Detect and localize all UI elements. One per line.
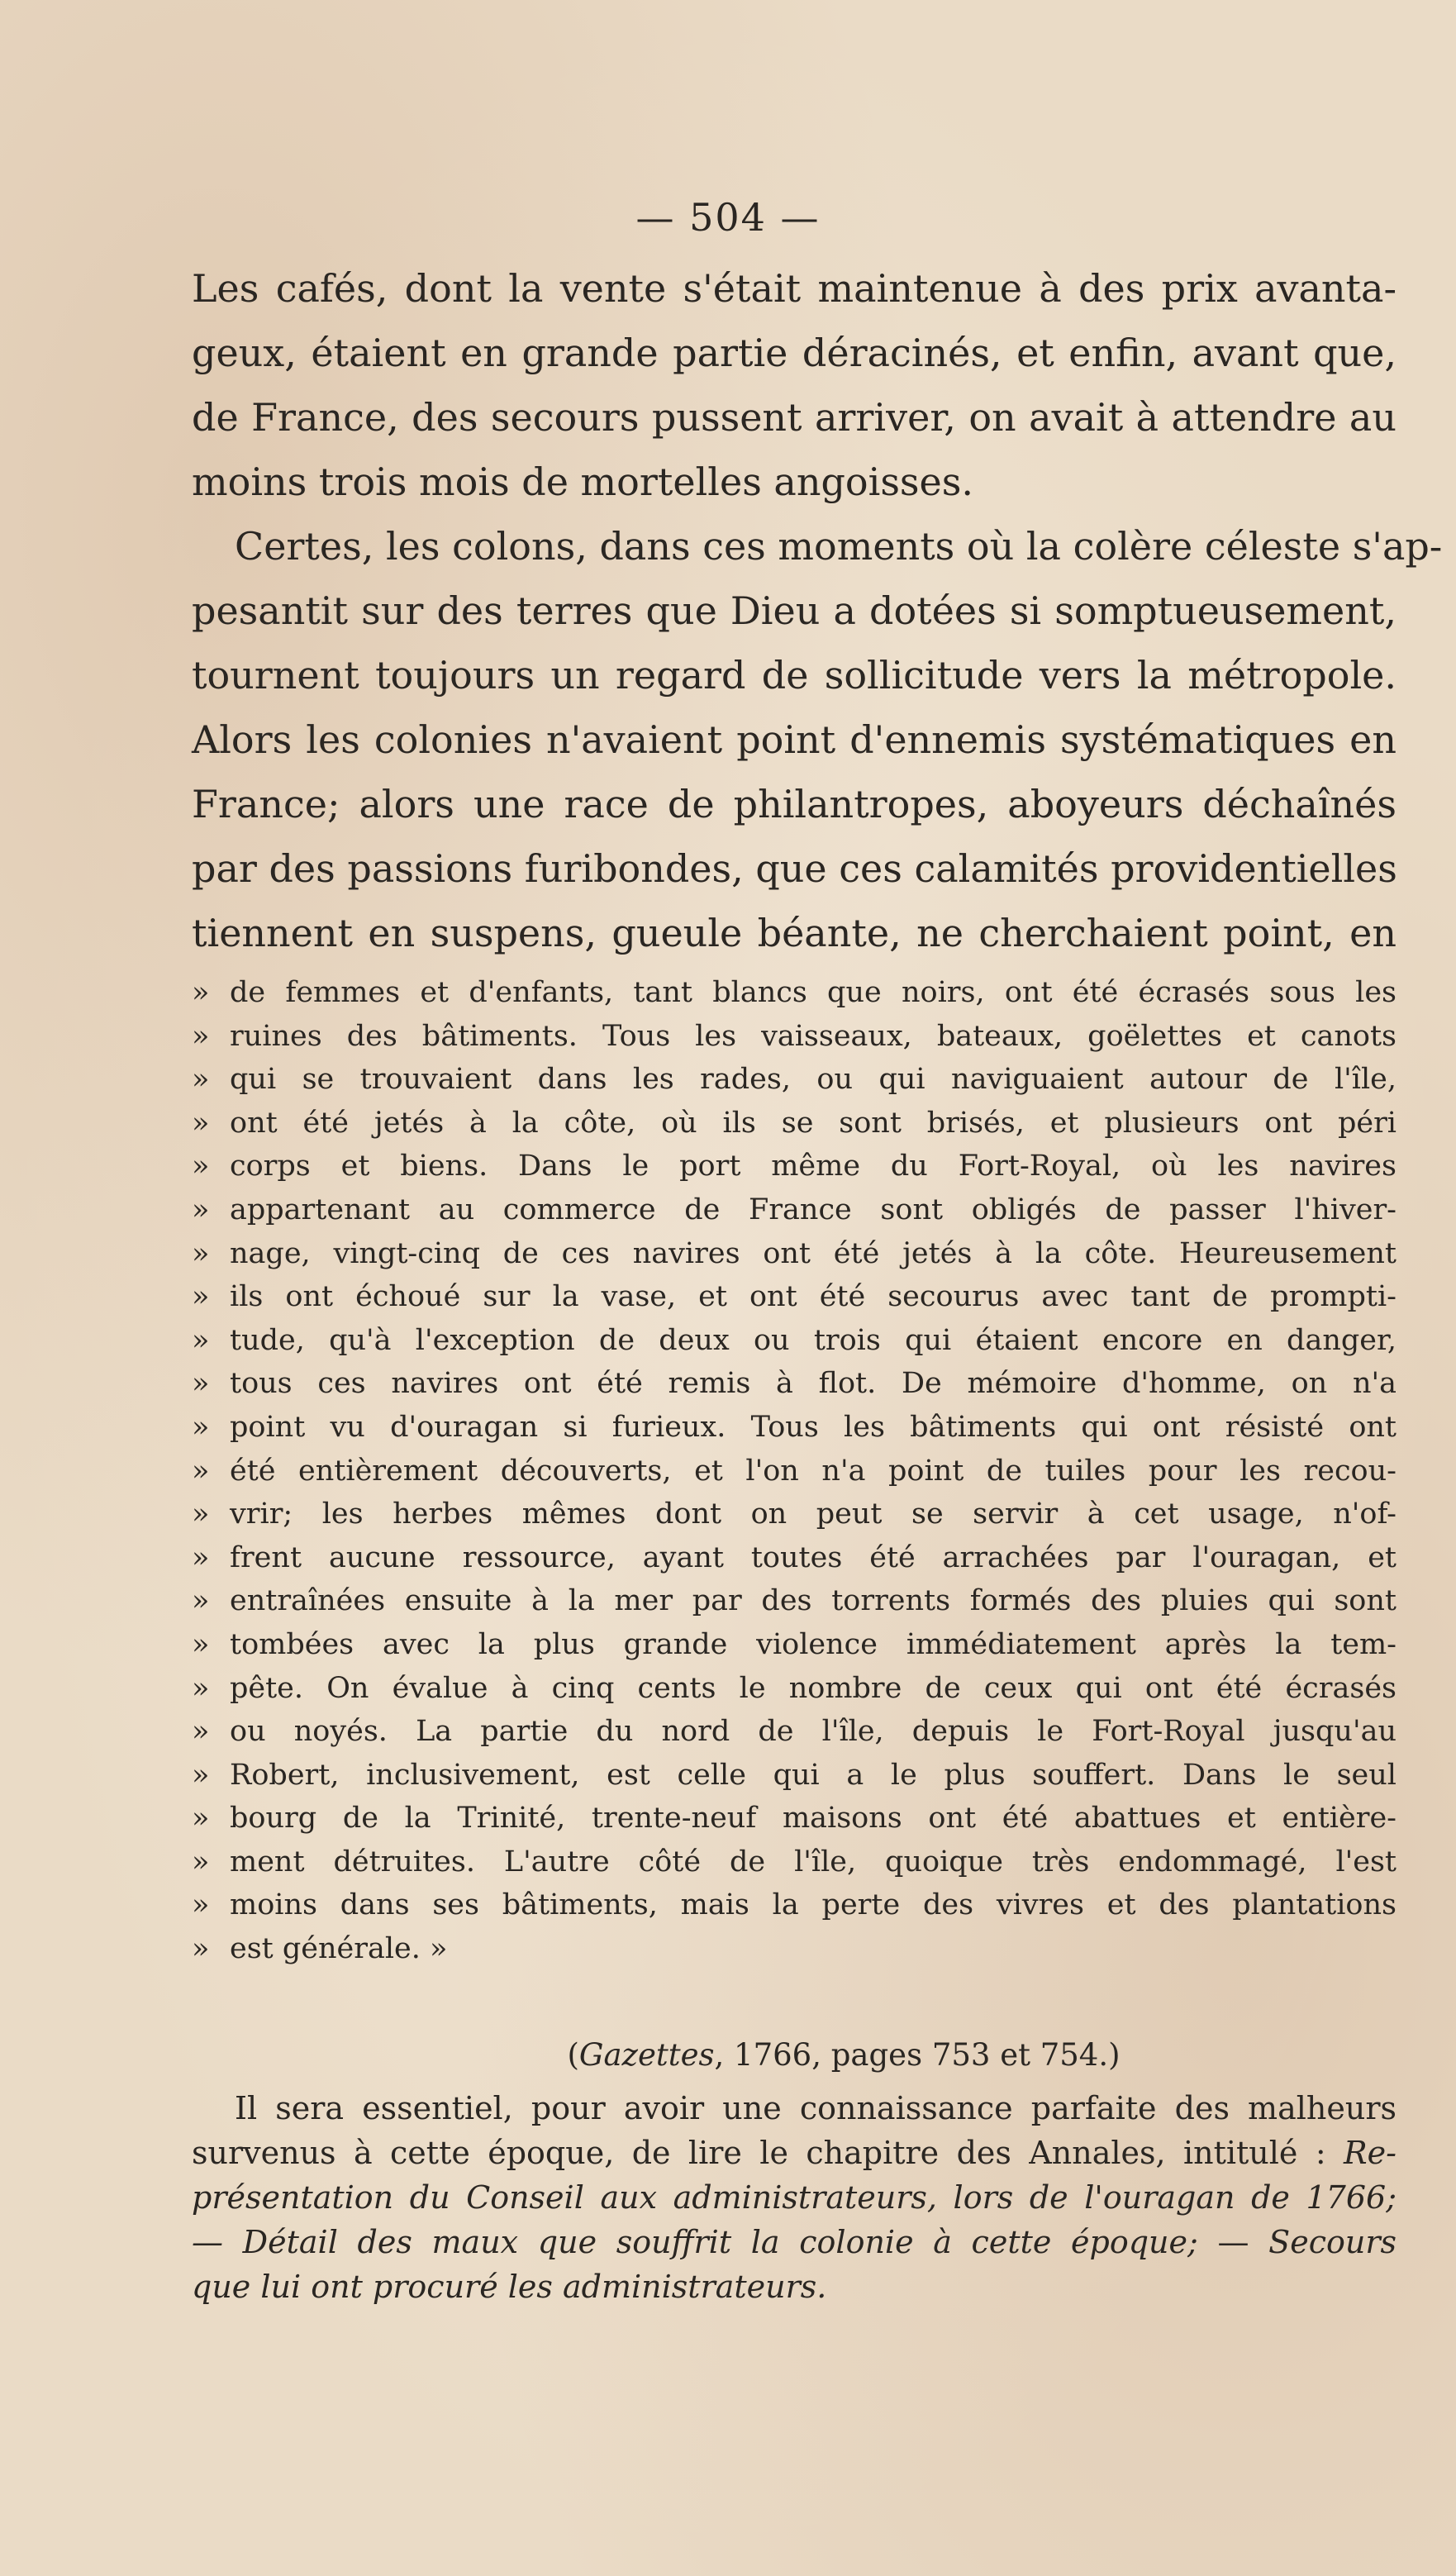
note-text: — bbox=[1197, 2224, 1269, 2260]
text-line: par des passions furibondes, que ces calamités providentielles bbox=[192, 846, 1397, 891]
quote-line bbox=[192, 1623, 1397, 1667]
guillemet: » bbox=[192, 1584, 210, 1618]
quote-line bbox=[192, 1058, 1397, 1102]
quote-line bbox=[192, 1927, 1397, 1971]
guillemet: » bbox=[192, 1367, 210, 1401]
note-text: survenus à cette époque, de lire le chapitre des Annales, intitulé : bbox=[192, 2135, 1344, 2171]
quote-text: vrir; les herbes mêmes dont on peut se servir à cet usage, n'of- bbox=[230, 1498, 1397, 1531]
guillemet: » bbox=[192, 1845, 210, 1878]
guillemet: » bbox=[192, 1540, 210, 1574]
quote-line bbox=[192, 1406, 1397, 1450]
guillemet: » bbox=[192, 1019, 210, 1053]
quote-line bbox=[192, 1579, 1397, 1623]
quote-text: tous ces navires ont été remis à flot. De mémoire d'homme, on n'a bbox=[230, 1367, 1397, 1401]
guillemet: » bbox=[192, 1888, 210, 1922]
citation bbox=[192, 2037, 1397, 2073]
quote-line bbox=[192, 1754, 1397, 1797]
quote-line bbox=[192, 1102, 1397, 1145]
guillemet: » bbox=[192, 1410, 210, 1444]
quote-text: tude, qu'à l'exception de deux ou trois qui étaient encore en danger, bbox=[230, 1323, 1397, 1357]
quote-text: corps et biens. Dans le port même du Fort-Royal, où les navires bbox=[230, 1150, 1397, 1183]
guillemet: » bbox=[192, 1193, 210, 1226]
text-line: geux, étaient en grande partie déracinés, et enfin, avant que, bbox=[192, 331, 1397, 375]
quote-text: appartenant au commerce de France sont obligés de passer l'hiver- bbox=[230, 1193, 1397, 1226]
guillemet: » bbox=[192, 1280, 210, 1314]
quote-text: frent aucune ressource, ayant toutes été arrachées par l'ouragan, et bbox=[230, 1540, 1397, 1574]
quote-text: tombées avec la plus grande violence immédiatement après la tem- bbox=[230, 1627, 1397, 1661]
note-line bbox=[192, 2220, 1397, 2264]
guillemet: » bbox=[192, 1236, 210, 1270]
citation-source: Gazettes bbox=[578, 2037, 715, 2073]
guillemet: » bbox=[192, 1323, 210, 1357]
text-line: Alors les colonies n'avaient point d'ennemis systématiques en bbox=[192, 717, 1397, 762]
text-line: France; alors une race de philantropes, aboyeurs déchaînés bbox=[192, 782, 1397, 826]
quote-line bbox=[192, 1145, 1397, 1188]
guillemet: » bbox=[192, 1671, 210, 1705]
quote-text: nage, vingt-cinq de ces navires ont été jetés à la côte. Heureusement bbox=[230, 1236, 1397, 1270]
citation-details: , 1766, pages 753 et 754.) bbox=[714, 2037, 1121, 2073]
quote-line bbox=[192, 1710, 1397, 1754]
quote-line bbox=[192, 1450, 1397, 1493]
quoted-gazette-excerpt bbox=[192, 971, 1397, 1971]
quote-text: qui se trouvaient dans les rades, ou qui naviguaient autour de l'île, bbox=[230, 1063, 1397, 1097]
quote-text: bourg de la Trinité, trente-neuf maisons ont été abattues et entière- bbox=[230, 1802, 1397, 1836]
quote-line bbox=[192, 1188, 1397, 1232]
quote-line bbox=[192, 1275, 1397, 1319]
closing-note bbox=[192, 2086, 1397, 2309]
quote-line bbox=[192, 1232, 1397, 1276]
quote-text: ment détruites. L'autre côté de l'île, quoique très endommagé, l'est bbox=[230, 1845, 1397, 1878]
guillemet: » bbox=[192, 1063, 210, 1097]
guillemet: » bbox=[192, 1150, 210, 1183]
quote-line bbox=[192, 1883, 1397, 1927]
quote-line bbox=[192, 1797, 1397, 1840]
note-line bbox=[192, 2131, 1397, 2175]
quote-line bbox=[192, 1840, 1397, 1884]
quote-text: entraînées ensuite à la mer par des torrents formés des pluies qui sont bbox=[230, 1584, 1397, 1618]
guillemet: » bbox=[192, 1106, 210, 1140]
quote-line bbox=[192, 1015, 1397, 1059]
text-line: tiennent en suspens, gueule béante, ne cherchaient point, en bbox=[192, 911, 1397, 955]
quote-text: Robert, inclusivement, est celle qui a le plus souffert. Dans le seul bbox=[230, 1758, 1397, 1792]
text-line: tournent toujours un regard de sollicitude vers la métropole. bbox=[192, 653, 1397, 698]
guillemet: » bbox=[192, 1454, 210, 1488]
quote-text: ils ont échoué sur la vase, et ont été secourus avec tant de prompti- bbox=[230, 1280, 1397, 1314]
quote-line bbox=[192, 1493, 1397, 1536]
guillemet: » bbox=[192, 1627, 210, 1661]
quote-text: point vu d'ouragan si furieux. Tous les bâtiments qui ont résisté ont bbox=[230, 1410, 1397, 1444]
text-line: pesantit sur des terres que Dieu a dotées si somptueusement, bbox=[192, 588, 1397, 633]
quote-text: ont été jetés à la côte, où ils se sont brisés, et plusieurs ont péri bbox=[230, 1106, 1397, 1140]
quote-line bbox=[192, 1362, 1397, 1406]
note-line: que lui ont procuré les administrateurs. bbox=[192, 2269, 827, 2305]
quote-text: est générale. » bbox=[230, 1932, 448, 1966]
note-italic-text: Re- bbox=[1344, 2135, 1397, 2171]
paragraph-cafes bbox=[192, 256, 1397, 514]
quote-text: moins dans ses bâtiments, mais la perte des vivres et des plantations bbox=[230, 1888, 1397, 1922]
note-italic-text: — Détail des maux que souffrit la colonie à cette époque; bbox=[192, 2224, 1198, 2260]
guillemet: » bbox=[192, 1932, 210, 1966]
citation-open: ( bbox=[567, 2037, 579, 2073]
text-line: Certes, les colons, dans ces moments où la colère céleste s'ap- bbox=[235, 524, 1443, 569]
page-number: — 504 — bbox=[635, 195, 821, 240]
quote-line bbox=[192, 971, 1397, 1015]
quote-line bbox=[192, 1536, 1397, 1580]
paragraph-colons bbox=[192, 514, 1443, 965]
quote-text: ou noyés. La partie du nord de l'île, depuis le Fort-Royal jusqu'au bbox=[230, 1715, 1397, 1749]
text-line: moins trois mois de mortelles angoisses. bbox=[192, 459, 973, 504]
citation-block bbox=[192, 2037, 1397, 2083]
guillemet: » bbox=[192, 1498, 210, 1531]
text-line: de France, des secours pussent arriver, on avait à attendre au bbox=[192, 395, 1397, 440]
quote-line bbox=[192, 1319, 1397, 1363]
guillemet: » bbox=[192, 1715, 210, 1749]
note-italic-text: Secours bbox=[1268, 2224, 1397, 2260]
guillemet: » bbox=[192, 976, 210, 1009]
quote-text: été entièrement découverts, et l'on n'a point de tuiles pour les recou- bbox=[230, 1454, 1397, 1488]
quote-line bbox=[192, 1667, 1397, 1711]
quote-text: pête. On évalue à cinq cents le nombre de ceux qui ont été écrasés bbox=[230, 1671, 1397, 1705]
quote-text: ruines des bâtiments. Tous les vaisseaux, bateaux, goëlettes et canots bbox=[230, 1019, 1397, 1053]
text-line: Les cafés, dont la vente s'était maintenue à des prix avanta- bbox=[192, 266, 1397, 311]
quote-text: de femmes et d'enfants, tant blancs que noirs, ont été écrasés sous les bbox=[230, 976, 1397, 1009]
guillemet: » bbox=[192, 1758, 210, 1792]
note-line: Il sera essentiel, pour avoir une connaissance parfaite des malheurs bbox=[235, 2090, 1397, 2126]
guillemet: » bbox=[192, 1802, 210, 1836]
note-line: présentation du Conseil aux administrateurs, lors de l'ouragan de 1766; bbox=[192, 2179, 1397, 2216]
